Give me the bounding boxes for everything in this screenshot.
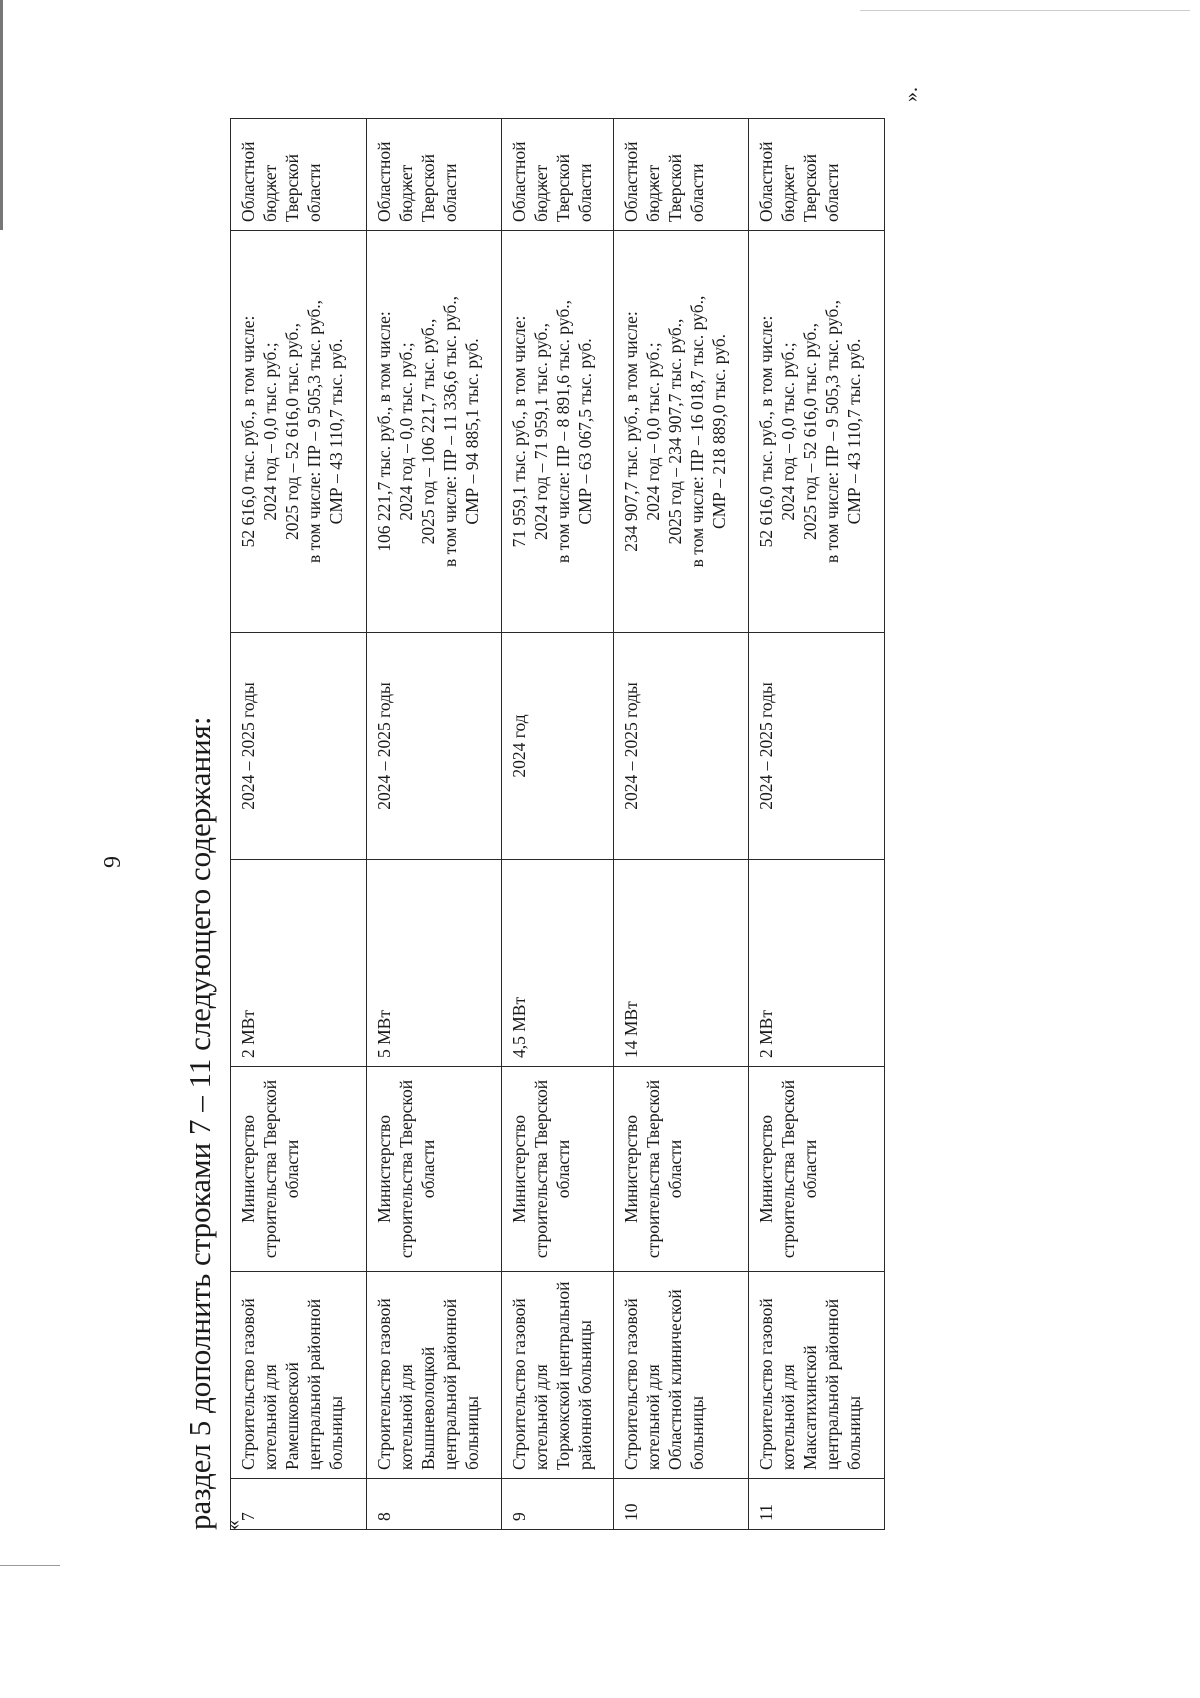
financing-line: СМР – 43 110,7 тыс. руб. — [326, 338, 346, 525]
capacity-cell: 2 МВт — [231, 860, 367, 1067]
capacity-cell: 4,5 МВт — [502, 860, 613, 1067]
implementation-period-cell: 2024 – 2025 годы — [231, 633, 367, 860]
financing-line: 106 221,7 тыс. руб., в том числе: — [373, 311, 394, 552]
financing-line: 71 959,1 тыс. руб., в том числе: — [509, 315, 530, 548]
financing-line: в том числе: ПР – 9 505,3 тыс. руб., — [304, 300, 324, 563]
projects-table-body — [231, 119, 885, 1530]
financing-line: СМР – 218 889,0 тыс. руб. — [708, 333, 729, 530]
financing-line: 52 616,0 тыс. руб., в том числе: — [238, 315, 258, 548]
scan-mark — [860, 10, 1190, 11]
financing-line: 2025 год – 234 907,7 тыс. руб., — [664, 318, 685, 545]
rotated-page-content — [100, 82, 1100, 1642]
financing-cell — [613, 231, 749, 633]
implementation-period-cell: 2024 – 2025 годы — [366, 633, 502, 860]
row-number-cell: 8 — [366, 1479, 502, 1530]
responsible-ministry-cell: Министерство строительства Тверской области — [502, 1067, 613, 1272]
financing-line: 2025 год – 52 616,0 тыс. руб., — [282, 323, 302, 541]
implementation-period-cell: 2024 год — [502, 633, 613, 860]
funding-source-cell: Областной бюджет Тверской области — [366, 119, 502, 231]
project-name-cell: Строительство газовой котельной для Вышневолоцкой центральной районной больницы — [366, 1272, 502, 1479]
row-number-cell: 11 — [749, 1479, 885, 1530]
row-number-cell: 7 — [231, 1479, 367, 1530]
financing-line: в том числе: ПР – 8 891,6 тыс. руб., — [553, 300, 574, 563]
closing-quote-mark: ». — [900, 87, 922, 102]
financing-line: 2025 год – 52 616,0 тыс. руб., — [800, 323, 821, 541]
responsible-ministry-cell: Министерство строительства Тверской области — [749, 1067, 885, 1272]
financing-cell — [231, 231, 367, 633]
capacity-cell: 2 МВт — [749, 860, 885, 1067]
funding-source-cell: Областной бюджет Тверской области — [749, 119, 885, 231]
financing-cell — [749, 231, 885, 633]
implementation-period-cell: 2024 – 2025 годы — [749, 633, 885, 860]
responsible-ministry-cell: Министерство строительства Тверской области — [613, 1067, 749, 1272]
scan-mark — [0, 1565, 60, 1566]
projects-table — [230, 118, 885, 1530]
capacity-cell: 14 МВт — [613, 860, 749, 1067]
project-name-cell: Строительство газовой котельной для Рамешковской центральной районной больницы — [231, 1272, 367, 1479]
responsible-ministry-cell: Министерство строительства Тверской области — [366, 1067, 502, 1272]
section-intro-text: раздел 5 дополнить строками 7 – 11 следующего содержания: — [182, 716, 217, 1530]
financing-line: 234 907,7 тыс. руб., в том числе: — [620, 311, 641, 552]
scan-binding-edge — [0, 0, 3, 230]
financing-line: в том числе: ПР – 9 505,3 тыс. руб., — [822, 300, 843, 563]
financing-line: 2024 год – 0,0 тыс. руб.; — [260, 342, 280, 521]
capacity-cell: 5 МВт — [366, 860, 502, 1067]
funding-source-cell: Областной бюджет Тверской области — [613, 119, 749, 231]
row-number-cell: 10 — [613, 1479, 749, 1530]
table-row — [231, 119, 367, 1530]
page-number: 9 — [100, 856, 126, 868]
financing-line: в том числе: ПР – 11 336,6 тыс. руб., — [439, 295, 460, 568]
financing-line: в том числе: ПР – 16 018,7 тыс. руб., — [686, 295, 707, 568]
financing-line: 2024 год – 0,0 тыс. руб.; — [395, 342, 416, 521]
financing-line: 2024 год – 0,0 тыс. руб.; — [642, 342, 663, 521]
project-name-cell: Строительство газовой котельной для Областной клинической больницы — [613, 1272, 749, 1479]
project-name-cell: Строительство газовой котельной для Торжокской центральной районной больницы — [502, 1272, 613, 1479]
project-name-cell: Строительство газовой котельной для Максатихинской центральной районной больницы — [749, 1272, 885, 1479]
financing-line: СМР – 94 885,1 тыс. руб. — [461, 338, 482, 525]
table-row — [613, 119, 749, 1530]
financing-line: СМР – 43 110,7 тыс. руб. — [844, 338, 865, 525]
table-row — [502, 119, 613, 1530]
funding-source-cell: Областной бюджет Тверской области — [231, 119, 367, 231]
financing-line: СМР – 63 067,5 тыс. руб. — [575, 338, 596, 525]
table-row — [749, 119, 885, 1530]
financing-cell — [502, 231, 613, 633]
table-row — [366, 119, 502, 1530]
financing-cell — [366, 231, 502, 633]
financing-line: 2024 год – 71 959,1 тыс. руб., — [531, 323, 552, 541]
funding-source-cell: Областной бюджет Тверской области — [502, 119, 613, 231]
opening-quote-mark: « — [222, 1520, 244, 1530]
financing-line: 2024 год – 0,0 тыс. руб.; — [778, 342, 799, 521]
responsible-ministry-cell: Министерство строительства Тверской области — [231, 1067, 367, 1272]
financing-line: 2025 год – 106 221,7 тыс. руб., — [417, 318, 438, 545]
financing-line: 52 616,0 тыс. руб., в том числе: — [756, 315, 777, 548]
implementation-period-cell: 2024 – 2025 годы — [613, 633, 749, 860]
row-number-cell: 9 — [502, 1479, 613, 1530]
